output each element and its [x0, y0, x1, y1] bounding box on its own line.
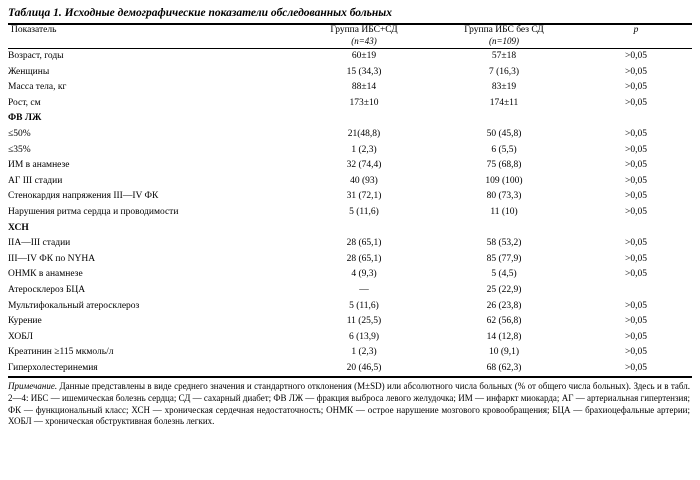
row-value-p: >0,05 [625, 316, 647, 327]
row-label: Креатинин ≥115 мкмоль/л [8, 347, 114, 358]
row-label: Мультифокальный атеросклероз [8, 300, 140, 311]
row-value-group1: 28 (65,1) [346, 253, 382, 264]
row-value-group2: 25 (22,9) [486, 284, 522, 295]
row-value-group1: 32 (74,4) [346, 160, 382, 171]
row-value-group2: 6 (5,5) [491, 144, 517, 155]
row-value-group2: 26 (23,8) [486, 300, 522, 311]
row-value-p: >0,05 [625, 300, 647, 311]
row-value-group2: 58 (53,2) [486, 238, 522, 249]
column-header-p [580, 25, 692, 49]
row-value-group2: 11 (10) [490, 206, 518, 217]
row-value-group1: 4 (9,3) [351, 269, 377, 280]
row-value-p: >0,05 [625, 97, 647, 108]
row-value-group2: 50 (45,8) [486, 128, 522, 139]
table-row [8, 330, 692, 346]
note-lead: Примечание. [8, 381, 58, 392]
table-row [8, 189, 692, 205]
row-value-group1: 28 (65,1) [346, 238, 382, 249]
row-label: ХОБЛ [8, 331, 33, 342]
row-value-group1: 1 (2,3) [351, 144, 377, 155]
table-row [8, 236, 692, 252]
row-label: Масса тела, кг [8, 82, 67, 93]
row-value-p: >0,05 [625, 66, 647, 77]
row-label: ИМ в анамнезе [8, 160, 70, 171]
row-value-p: >0,05 [625, 206, 647, 217]
row-label: Рост, см [8, 97, 41, 108]
row-value-group2: 68 (62,3) [486, 362, 522, 373]
row-value-group2: 80 (73,3) [486, 191, 522, 202]
table-header [8, 25, 692, 49]
row-value-group2: 109 (100) [485, 175, 523, 186]
row-value-group1 [300, 221, 428, 237]
row-value-p: >0,05 [625, 362, 647, 373]
demographics-table [8, 25, 692, 376]
row-label: Гиперхолестеринемия [8, 362, 98, 373]
row-value-group1: 11 (25,5) [346, 316, 382, 327]
row-label: Атеросклероз БЦА [8, 284, 86, 295]
row-value-p: >0,05 [625, 253, 647, 264]
row-label: ≤35% [8, 144, 31, 155]
column-header-group1 [300, 25, 428, 49]
row-label: Стенокардия напряжения III—IV ФК [8, 191, 159, 202]
row-value-group2: 62 (56,8) [486, 316, 522, 327]
row-value-p: >0,05 [625, 175, 647, 186]
row-value-group1: — [359, 284, 369, 295]
row-value-group1: 15 (34,3) [346, 66, 382, 77]
column-header-group2-label: Группа ИБС без СД [464, 25, 544, 35]
row-value-group1: 6 (13,9) [348, 331, 380, 342]
row-value-p: >0,05 [625, 82, 647, 93]
row-label: ХСН [8, 222, 29, 233]
column-header-group2-n: (n=109) [488, 36, 520, 46]
row-label: ФВ ЛЖ [8, 113, 42, 124]
table-row [8, 174, 692, 190]
column-header-p-label: p [633, 25, 639, 35]
column-header-indicator-label: Показатель [11, 25, 57, 35]
row-value-p: >0,05 [625, 160, 647, 171]
row-value-group1: 1 (2,3) [351, 347, 377, 358]
row-value-group1 [300, 111, 428, 127]
row-value-group2: 10 (9,1) [488, 347, 520, 358]
row-value-p: >0,05 [625, 191, 647, 202]
table-section-row [8, 111, 692, 127]
row-value-group2 [428, 221, 580, 237]
row-label: Нарушения ритма сердца и проводимости [8, 206, 179, 217]
table-row [8, 65, 692, 81]
table-row [8, 80, 692, 96]
row-value-group2: 75 (68,8) [486, 160, 522, 171]
row-label: Женщины [8, 66, 50, 77]
row-label: IIА—III стадии [8, 238, 71, 249]
row-label: ≤50% [8, 128, 31, 139]
table-row [8, 252, 692, 268]
row-value-group2: 174±11 [489, 97, 519, 108]
row-value-group2: 5 (4,5) [491, 269, 517, 280]
row-value-group2: 85 (77,9) [486, 253, 522, 264]
table-caption: Таблица 1. Исходные демографические показатели обследованных больных [8, 7, 393, 19]
row-value-p: >0,05 [625, 269, 647, 280]
column-header-group2 [428, 25, 580, 49]
row-value-p: >0,05 [625, 347, 647, 358]
row-value-group1: 20 (46,5) [346, 362, 382, 373]
table-note [8, 381, 692, 427]
row-label: ОНМК в анамнезе [8, 269, 83, 280]
table-row [8, 205, 692, 221]
note-text: Данные представлены в виде среднего значения и стандартного отклонения (M±SD) или абсолютного числа больных (% от общего числа больных). Здесь и в табл. 2—4: ИБС — ишемическая болезнь сердца; СД — сахарный диабет; ФВ ЛЖ — фракция выброса левого желудочка; ИМ — инфаркт миокарда; АГ — артериальная гипертензия; ФК — функциональный класс; ХСН — хроническая сердечная недостаточность; ОНМК — острое нарушение мозгового кровообращения; БЦА — брахиоцефальные артерии; ХОБЛ — хроническая обструктивная болезнь легких. [8, 381, 690, 427]
column-header-group1-label: Группа ИБС+СД [330, 25, 398, 35]
table-row [8, 314, 692, 330]
row-value-p [580, 283, 692, 299]
row-value-group1: 40 (93) [350, 175, 378, 186]
row-value-group2 [428, 111, 580, 127]
row-label: III—IV ФК по NYHA [8, 253, 96, 264]
header-row [8, 25, 692, 49]
row-value-group1: 21(48,8) [347, 128, 381, 139]
table-row [8, 361, 692, 377]
table-row [8, 96, 692, 112]
row-value-p: >0,05 [625, 144, 647, 155]
row-value-group2: 83±19 [491, 82, 517, 93]
row-value-group1: 88±14 [351, 82, 377, 93]
row-value-group2: 14 (12,8) [486, 331, 522, 342]
table-row [8, 143, 692, 159]
table-row [8, 267, 692, 283]
row-value-p [580, 221, 692, 237]
row-value-p: >0,05 [625, 238, 647, 249]
row-value-group2: 57±18 [428, 49, 580, 65]
table-row [8, 158, 692, 174]
table-row [8, 299, 692, 315]
table-section-row [8, 221, 692, 237]
row-value-group2: 7 (16,3) [488, 66, 520, 77]
row-value-p: >0,05 [625, 128, 647, 139]
column-header-indicator [8, 25, 300, 49]
table-bottom-rule [8, 376, 692, 378]
row-value-group1: 31 (72,1) [346, 191, 382, 202]
table-row [8, 49, 692, 65]
row-label: Возраст, годы [8, 49, 300, 65]
table-row [8, 345, 692, 361]
row-value-p: >0,05 [625, 331, 647, 342]
row-label: Курение [8, 316, 42, 327]
row-value-group1: 5 (11,6) [349, 206, 379, 217]
column-header-group1-n: (n=43) [351, 36, 377, 46]
table-row [8, 283, 692, 299]
table-body [8, 49, 692, 377]
row-value-group1: 60±19 [300, 49, 428, 65]
row-value-p: >0,05 [580, 49, 692, 65]
row-value-p [580, 111, 692, 127]
table-row [8, 127, 692, 143]
row-value-group1: 5 (11,6) [349, 300, 379, 311]
row-label: АГ III стадии [8, 175, 63, 186]
row-value-group1: 173±10 [349, 97, 379, 108]
